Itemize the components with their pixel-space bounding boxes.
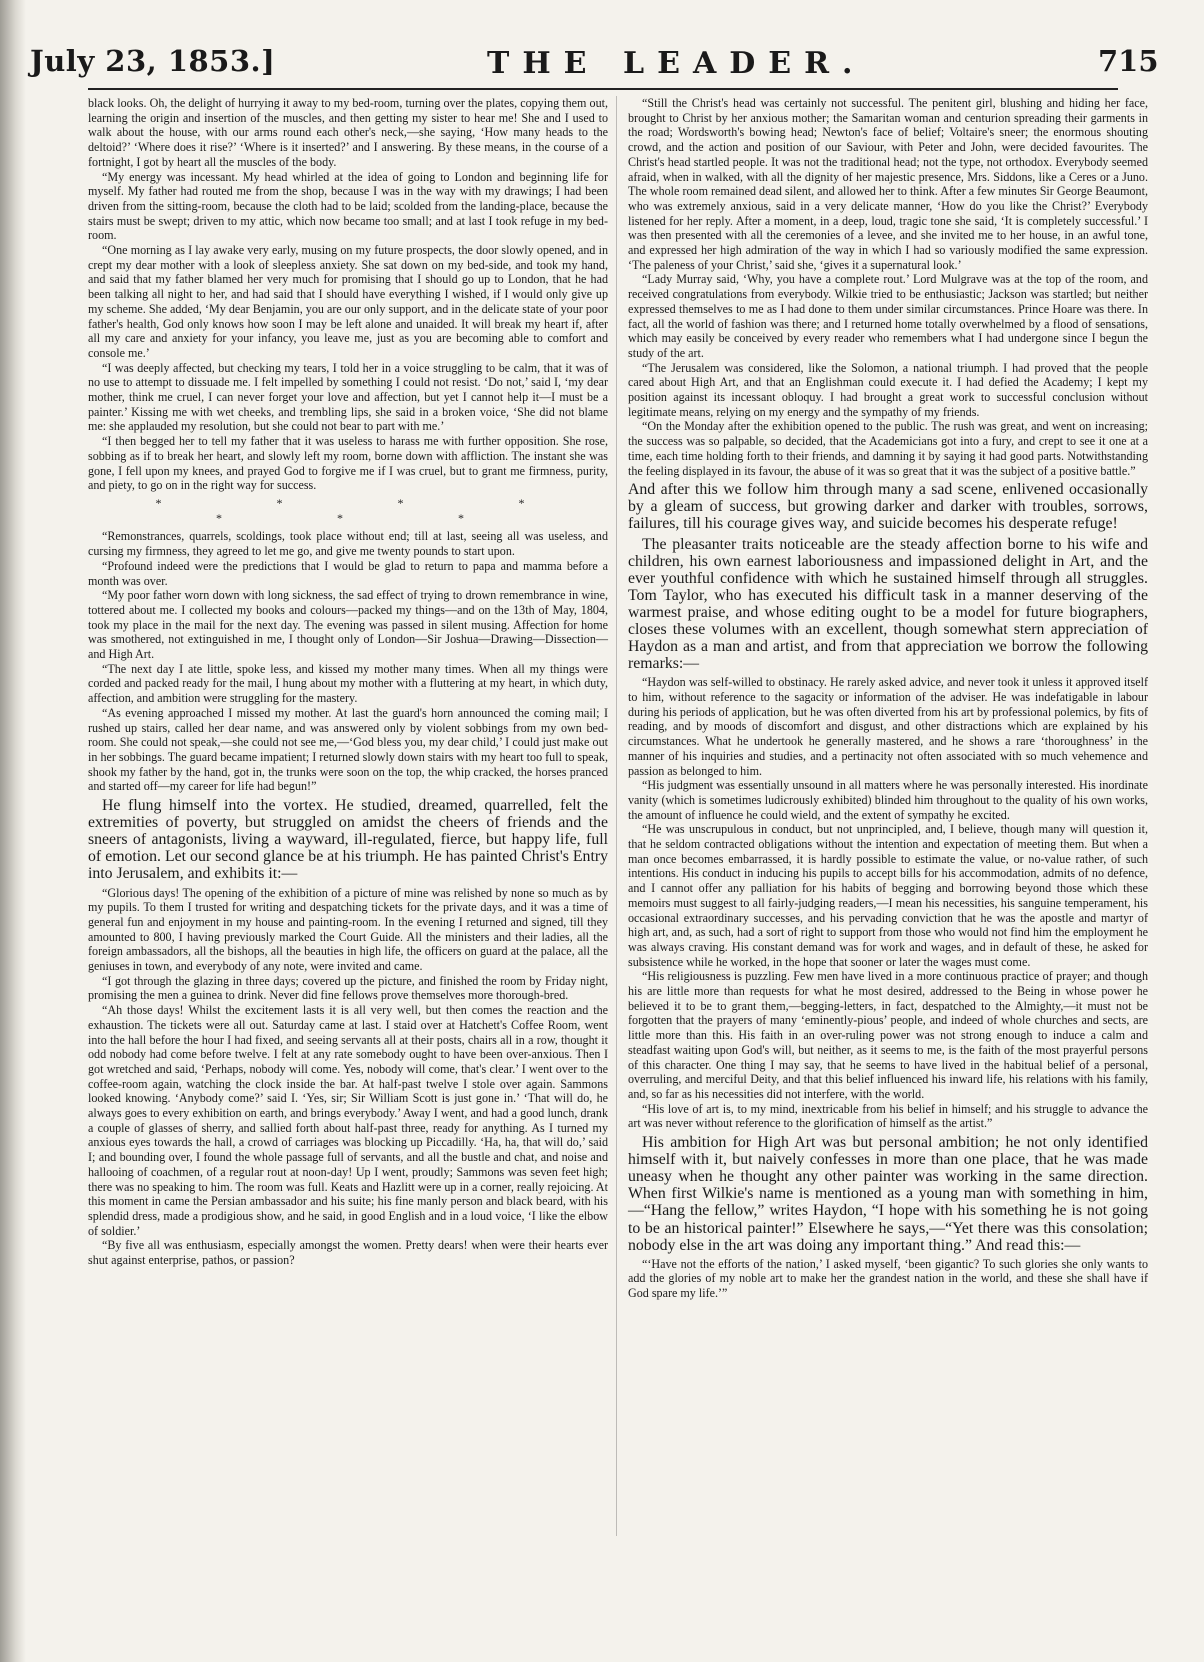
paragraph: “Still the Christ's head was certainly not successful. The penitent girl, blushing and hiding her face, brought to Christ by her anxious mother; the Samaritan woman and centurion spreading their garments in the road; Wordsworth's bowing head; Newton's face of belief; Voltaire's sneer; the enormous shouting crowd, and the action and position of our Saviour, with Peter and John, were decided favourites. The Christ's head startled people. It was not the traditional head; not the type, not orthodox. Everybody seemed afraid, when in walked, with all the dignity of her majestic presence, Mrs. Siddons, like a Ceres or a Juno. The whole room remained dead silent, and allowed her to think. After a few minutes Sir George Beaumont, who was extremely anxious, said in a very delicate manner, ‘How do you like the Christ?’ Everybody listened for her reply. After a moment, in a deep, loud, tragic tone she said, ‘It is completely successful.’ I was then presented with all the ceremonies of a levee, and she invited me to her house, in an awful tone, and expressed her high admiration of the way in which I had so variously modified the same expression. ‘The paleness of your Christ,’ said she, ‘gives it a supernatural look.’ (628, 96, 1148, 272)
paragraph: “His love of art is, to my mind, inextricable from his belief in himself; and his struggle to advance the art was never without reference to the glorification of himself as the artist.” (628, 1101, 1148, 1131)
page-header (0, 0, 1204, 110)
paragraph: “Remonstrances, quarrels, scoldings, took place without end; till at last, seeing all was useless, and cursing my firmness, they agreed to let me go, and give me twenty pounds to start upon. (88, 529, 608, 559)
paragraph: “Profound indeed were the predictions that I would be glad to return to papa and mamma before a month was over. (88, 558, 608, 588)
paragraph: “My poor father worn down with long sickness, the sad effect of trying to drown remembrance in wine, tottered about me. I collected my books and colours—packed my things—and on the 13th of May, 1804, took my place in the mail for the next day. The evening was passed in silent musing. Affection for home was smothered, not extinguished in me, I thought only of London—Sir Joshua—Drawing—Dissection—and High Art. (88, 588, 608, 662)
paragraph: “Ah those days! Whilst the excitement lasts it is all very well, but then comes the reaction and the exhaustion. The tickets were all out. Saturday came at last. I staid over at Hatchett's Coffee Room, went into the hall before the hour I had fixed, and seeing servants all at their posts, chairs all in a row, thought it odd nobody had come before twelve. I felt at any rate somebody ought to have been over-anxious. Then I got wretched and said, ‘Perhaps, nobody will come. Yes, nobody will come, that's clear.’ I went over to the coffee-room again, watching the clock inside the bar. At half-past twelve I stole over again. Sammons looked knowing. ‘Anybody come?’ said I. ‘Yes, sir; Sir William Scott is just gone in.’ ‘That will do, he always goes to every exhibition on earth, and brings everybody.’ Away I went, and had a good lunch, drank a couple of glasses of sherry, and sallied forth about half-past three, ready for anything. As I turned my anxious eyes towards the hall, a crowd of carriages was blocking up Piccadilly. ‘Ha, ha, that will do,’ said I; and bounding over, I found the whole passage full of servants, and all the bustle and chat, and noise and hallooing of coachmen, of a regular rout at noon-day! Up I went, proudly; Sammons was seven feet high; there was no speaking to him. The room was full. Keats and Hazlitt were up in a corner, really rejoicing. At this moment in came the Persian ambassador and his suite; his fine manly person and black beard, with his splendid dress, made a prodigious show, and he said, in good English and in a loud voice, ‘I like the elbow of soldier.’ (88, 1003, 608, 1238)
paragraph: “As evening approached I missed my mother. At last the guard's horn announced the coming mail; I rushed up stairs, called her dear name, and was answered only by violent sobbings from my own bed-room. She could not speak,—she could not see me,—‘God bless you, my dear child,’ I could just make out in her sobbings. The guard became impatient; I returned slowly down stairs with my heart too full to speak, shook my father by the hand, got in, the trunks were soon on the top, the whip cracked, the horses pranced and started off—my career for life had begun!” (88, 705, 608, 794)
paragraph: “On the Monday after the exhibition opened to the public. The rush was great, and went on increasing; the success was so palpable, so decided, that the Academicians got into a fury, and crept to see it one at a time, each time holding forth to their friends, and damning it by saying it had good parts. Notwithstanding the feeling displayed in its favour, the abuse of it was so great that it was the subject of a positive battle.” (628, 419, 1148, 478)
paragraph: “Lady Murray said, ‘Why, you have a complete rout.’ Lord Mulgrave was at the top of the room, and received congratulations from everybody. Wilkie tried to be enthusiastic; Jackson was startled; but neither expressed themselves to me as I had done to them under similar circumstances. Prince Hoare was there. In fact, all the world of fashion was there; and I returned home totally overwhelmed by a flood of sensations, which may easily be conceived by every reader who remembers what I had undergone since I begun the study of the art. (628, 272, 1148, 360)
commentary-paragraph: And after this we follow him through many a sad scene, enlivened occasionally by a gleam of success, but growing darker and darker with troubles, sorrows, failures, till his courage gives way, and suicide becomes his desperate refuge! (628, 481, 1148, 533)
right-column (628, 96, 1148, 1301)
paragraph: “I was deeply affected, but checking my tears, I told her in a voice struggling to be calm, that it was of no use to attempt to dissuade me. I felt impelled by something I could not resist. ‘Do not,’ said I, ‘my dear mother, think me cruel, I can never forget your love and affection, but yet I cannot help it—I must be a painter.’ Kissing me with wet cheeks, and trembling lips, she said in a broken voice, ‘She did not blame me: she applauded my resolution, but she could not bear to part with me.’ (88, 360, 608, 434)
paragraph: “The next day I ate little, spoke less, and kissed my mother many times. When all my things were corded and packed ready for the mail, I hung about my mother with a fluttering at my heart, in which duty, affection, and ambition were struggling for the mastery. (88, 661, 608, 706)
paragraph: “He was unscrupulous in conduct, but not unprincipled, and, I believe, though many will question it, that he seldom contracted obligations without the intention and expectation of meeting them. But when a man once becomes embarrassed, it is hardly possible to estimate the value, or no-value rather, of such intentions. His conduct in inducing his pupils to accept bills for his accommodation, admits of no defence, and I cannot offer any palliation for his habits of begging and borrowing beyond those which these memoirs must suggest to all fairly-judging readers,—I mean his necessities, his sanguine temperament, his occasional extraordinary successes, and his pervading conviction that he was the apostle and martyr of high art, and, as such, had a sort of right to support from those who would not find him the employment he was always craving. His constant demand was for work and wages, and in default of these, he asked for subsistence while he worked, in the hope that sooner or later the wages must come. (628, 822, 1148, 969)
paragraph: black looks. Oh, the delight of hurrying it away to my bed-room, turning over the plates, copying them out, learning the origin and insertion of the muscles, and then getting my sister to hear me! She and I used to walk about the house, with our arms round each other's neck,—she saying, ‘How many heads to the deltoid?’ ‘Where does it rise?’ ‘Where is it inserted?’ and I answering. By these means, in the course of a fortnight, I got by heart all the muscles of the body. (88, 96, 608, 169)
section-break-stars: * * * * * * * (155, 495, 581, 525)
paragraph: “Haydon was self-willed to obstinacy. He rarely asked advice, and never took it unless it approved itself to him, without reference to the sagacity or information of the adviser. He was indefatigable in labour during his periods of application, but he was often diverted from his art by professional polemics, by fits of reading, and by moods of discomfort and disgust, and other distractions which are explained by his circumstances. What he undertook he generally mastered, and he shows a rare ‘thoroughness’ in the manner of his inquiries and studies, and a pertinacity not often associated with so much vehemence and passion as belonged to him. (628, 675, 1148, 778)
paragraph: “I then begged her to tell my father that it was useless to harass me with further opposition. She rose, sobbing as if to break her heart, and slowly left my room, borne down with affliction. The instant she was gone, I fell upon my knees, and prayed God to forgive me if I was cruel, but to grant me firmness, purity, and piety, to go on in the right way for success. (88, 434, 608, 493)
page-number: 715 (1098, 44, 1159, 78)
paragraph: “My energy was incessant. My head whirled at the idea of going to London and beginning life for myself. My father had routed me from the shop, because I was in the way with my drawings; I had been driven from the sitting-room, because the cloth had to be laid; scolded from the landing-place, because the stairs must be swept; driven to my attic, which now became too small; and at last I took refuge in my bed-room. (88, 169, 608, 243)
paragraph: “One morning as I lay awake very early, musing on my future prospects, the door slowly opened, and in crept my dear mother with a look of sleepless anxiety. She sat down on my bed-side, and took my hand, and said that my father blamed her very much for promising that I should go up to London, that he had been talking all night to her, and had said that I should have everything I wished, if I would only give up my scheme. She added, ‘My dear Benjamin, you are our only support, and in the delicate state of your poor father's health, God only knows how soon I may be left alone and unaided. It will break my heart if, after all my care and anxiety for your infancy, you leave me, just as you are becoming able to comfort and console me.’ (88, 243, 608, 360)
issue-date: July 23, 1853.] (30, 44, 276, 78)
paragraph: “His judgment was essentially unsound in all matters where he was personally interested. His inordinate vanity (which is sometimes ludicrously exhibited) blinded him throughout to the quality of his own works, the amount of influence he could wield, and the extent of sympathy he excited. (628, 778, 1148, 822)
left-column (88, 96, 608, 1268)
paragraph: “His religiousness is puzzling. Few men have lived in a more continuous practice of prayer; and though his are little more than requests for what he most desired, addressed to the Being in whose power he believed it to be to grant them,—begging-letters, in fact, despatched to the Almighty,—it must not be forgotten that the prayers of many ‘eminently-pious’ people, and indeed of whole churches and sects, are little more than this. His faith in an over-ruling power was not strong enough to induce a calm and steadfast waiting upon God's will, but neither, as it seems to me, is the faith of the most prayerful persons of this character. One thing I may say, that he seems to have lived in the habitual belief of a personal, overruling, and merciful Deity, and that this belief influenced his inward life, his relations with his family, and, so far as his necessities did not interfere, with the world. (628, 969, 1148, 1101)
paragraph: “Glorious days! The opening of the exhibition of a picture of mine was relished by none so much as by my pupils. To them I trusted for writing and despatching tickets for the private days, and it was a time of general fun and enjoyment in my house and painting-room. In the evening I returned and signed, till they amounted to 800, I having previously marked the Court Guide. All the ministers and their ladies, all the foreign ambassadors, all the bishops, all the beauties in high life, the officers on guard at the palace, all the geniuses in town, and everybody of any note, were invited and came. (88, 885, 608, 974)
paragraph: “By five all was enthusiasm, especially amongst the women. Pretty dears! when were their hearts ever shut against enterprise, pathos, or passion? (88, 1238, 608, 1268)
newspaper-title: THE LEADER. (487, 46, 866, 81)
paragraph: “I got through the glazing in three days; covered up the picture, and finished the room by Friday night, promising the men a guinea to drink. Never did fine fellows prove themselves more thorough-bred. (88, 973, 608, 1003)
commentary-paragraph: The pleasanter traits noticeable are the steady affection borne to his wife and children, his own earnest laboriousness and impassioned delight in Art, and the ever youthful confidence with which he sustained himself through all struggles. Tom Taylor, who has executed his difficult task in a manner deserving of the warmest praise, and whose editing ought to be a model for future biographers, closes these volumes with an excellent, though somewhat stern appreciation of Haydon as a man and artist, and from that appreciation we borrow the following remarks:— (628, 535, 1148, 673)
commentary-paragraph: He flung himself into the vortex. He studied, dreamed, quarrelled, felt the extremities of poverty, but struggled on amidst the cheers of friends and the sneers of antagonists, living a wayward, ill-regulated, fierce, but happy life, full of emotion. Let our second glance be at his triumph. He has painted Christ's Entry into Jerusalem, and exhibits it:— (88, 797, 608, 883)
column-separator (616, 96, 617, 1536)
paragraph: “The Jerusalem was considered, like the Solomon, a national triumph. I had proved that the people cared about High Art, and that an Englishman could execute it. I had defied the Academy; I kept my position against its incessant obloquy. I had brought a great work to successful conclusion without legitimate means, relying on my energy and the sympathy of my friends. (628, 360, 1148, 419)
commentary-paragraph: His ambition for High Art was but personal ambition; he not only identified himself with it, but naively confesses in more than one place, that he was made uneasy when he thought any other painter was working in the same direction. When first Wilkie's name is mentioned as a young man with something in him,—“Hang the fellow,” writes Haydon, “I hope with his something he is not going to be an historical painter!” Elsewhere he says,—“Yet there was this consolation; nobody else in the art was doing any important thing.” And read this:— (628, 1134, 1148, 1254)
paragraph: “‘Have not the efforts of the nation,’ I asked myself, ‘been gigantic? To such glories she only wants to add the glories of my noble art to make her the grandest nation in the world, and these she shall have if God spare my life.’” (628, 1256, 1148, 1301)
header-rule (88, 88, 1118, 90)
page-edge-shadow (0, 0, 26, 1662)
